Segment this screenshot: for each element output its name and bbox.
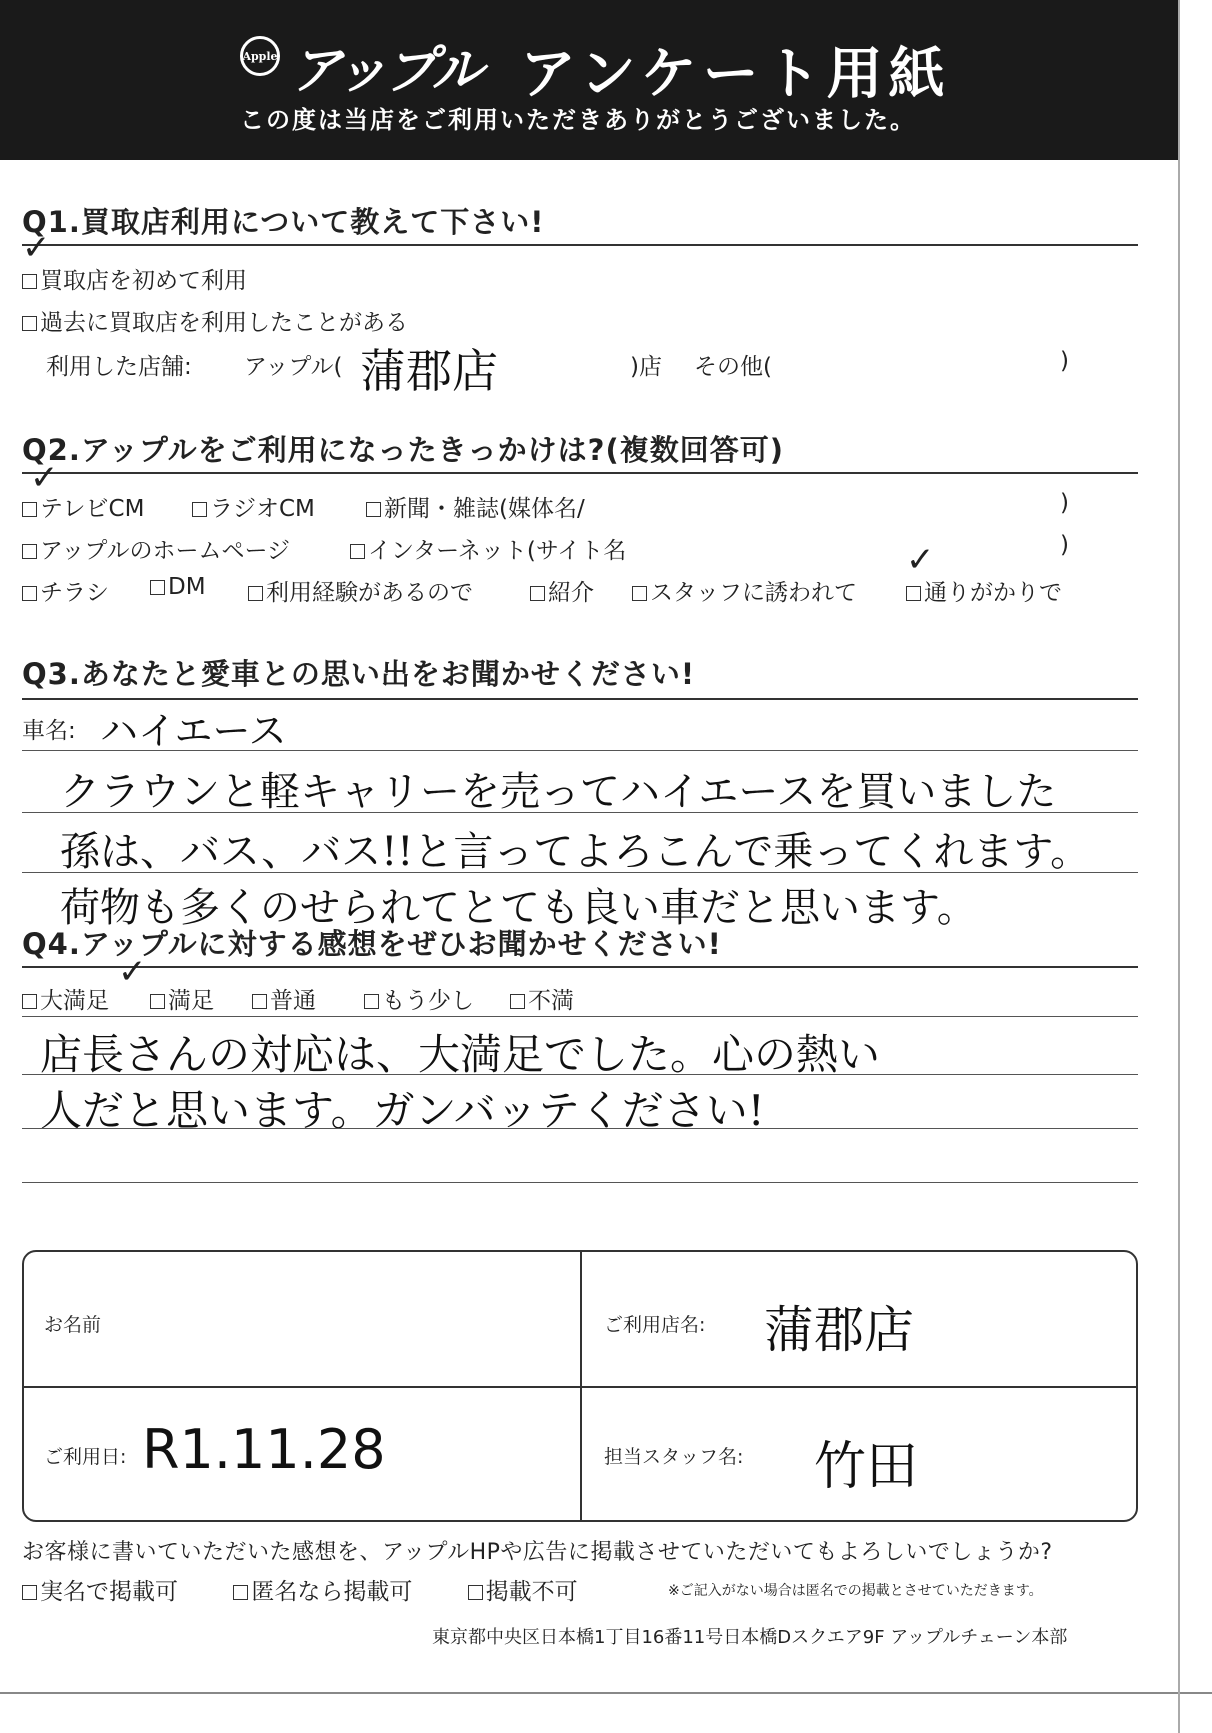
option-label: もう少し (382, 988, 474, 1014)
q2-option-homepage[interactable] (22, 532, 290, 565)
option-label: テレビCM (40, 496, 145, 522)
q2-option-radio[interactable] (192, 490, 315, 523)
checkbox-icon[interactable] (22, 274, 37, 289)
checkbox-icon[interactable] (22, 994, 37, 1009)
option-label: 不満 (528, 988, 574, 1014)
permission-option-real-name[interactable] (22, 1579, 178, 1605)
checkbox-icon[interactable] (248, 586, 263, 601)
option-label: 過去に買取店を利用したことがある (40, 310, 408, 336)
permission-question: お客様に書いていただいた感想を、アップルHPや広告に掲載させていただいてもよろしいでしょうか? (22, 1540, 1053, 1565)
q1-other-label: その他( (694, 354, 772, 380)
q2-option-referral[interactable] (530, 574, 594, 607)
handwritten-answer-line[interactable]: 人だと思います。ガンバッテください! (40, 1086, 765, 1135)
q3-car-label: 車名: (22, 718, 76, 744)
checkbox-icon[interactable] (150, 580, 165, 595)
handwritten-store-value[interactable]: 蒲郡店 (764, 1301, 914, 1359)
page-edge-right (1178, 0, 1180, 1733)
q1-apple-label: アップル( (244, 354, 343, 380)
q3-line-3 (22, 872, 1138, 873)
q2-option-internet[interactable] (350, 532, 626, 565)
handwritten-date-value[interactable]: R1.11.28 (142, 1418, 386, 1481)
q2-option-flyer[interactable] (22, 574, 109, 607)
customer-info-box (22, 1250, 1138, 1522)
checkmark-icon: ✓ (22, 228, 51, 268)
q1-option-first[interactable] (22, 262, 247, 295)
checkbox-icon[interactable] (150, 994, 165, 1009)
checkmark-icon: ✓ (118, 952, 147, 992)
q2-option-newspaper[interactable] (366, 490, 585, 523)
box-divider-horizontal (24, 1386, 1136, 1388)
usage-date-label: ご利用日: (44, 1446, 127, 1468)
q2-option-tv[interactable] (22, 490, 144, 523)
option-label: ラジオCM (210, 496, 315, 522)
option-label: 満足 (168, 988, 214, 1014)
checkbox-icon[interactable] (632, 586, 647, 601)
checkbox-icon[interactable] (906, 586, 921, 601)
company-address: 東京都中央区日本橋1丁目16番11号日本橋Dスクエア9F アップルチェーン本部 (432, 1627, 1068, 1648)
q2-row1-close: ) (1060, 490, 1069, 516)
checkbox-icon[interactable] (364, 994, 379, 1009)
q3-question: Q3.あなたと愛車との思い出をお聞かせください! (22, 657, 696, 691)
store-name-label: ご利用店名: (604, 1314, 706, 1336)
checkbox-icon[interactable] (22, 316, 37, 331)
option-label: アップルのホームページ (40, 538, 291, 564)
checkbox-icon[interactable] (233, 1585, 248, 1600)
option-label: 掲載不可 (485, 1579, 578, 1605)
handwritten-car-name[interactable]: ハイエース (100, 709, 287, 753)
q2-question: Q2.アップルをご利用になったきっかけは?(複数回答可) (22, 433, 784, 467)
q1-store-label: 利用した店舗: (46, 354, 192, 380)
checkbox-icon[interactable] (22, 502, 37, 517)
q4-option-satisfied[interactable] (150, 982, 214, 1015)
checkmark-icon: ✓ (906, 540, 935, 580)
q2-row2-close: ) (1060, 532, 1069, 558)
q2-option-dm[interactable] (150, 574, 206, 600)
page-title: アンケート用紙 (520, 42, 951, 107)
checkbox-icon[interactable] (366, 502, 381, 517)
checkbox-icon[interactable] (252, 994, 267, 1009)
q2-rule (22, 472, 1138, 474)
checkbox-icon[interactable] (510, 994, 525, 1009)
checkmark-icon: ✓ (30, 458, 59, 498)
option-label: 匿名なら掲載可 (251, 1579, 413, 1605)
checkbox-icon[interactable] (192, 502, 207, 517)
handwritten-answer-line[interactable]: 店長さんの対応は、大満足でした。心の熱い (40, 1030, 881, 1079)
permission-options (22, 1573, 578, 1606)
checkbox-icon[interactable] (22, 586, 37, 601)
handwritten-answer-line[interactable]: 孫は、バス、バス!!と言ってよろこんで乗ってくれます。 (60, 829, 1091, 875)
name-label: お名前 (44, 1314, 102, 1336)
q1-question: Q1.買取店利用について教えて下さい! (22, 205, 545, 239)
page-edge (0, 1692, 1212, 1694)
option-label: 利用経験があるので (266, 580, 473, 606)
option-label: インターネット(サイト名 (368, 538, 627, 564)
logo-text: アップル (290, 40, 481, 101)
checkbox-icon[interactable] (468, 1585, 483, 1600)
handwritten-store-name[interactable]: 蒲郡店 (360, 344, 498, 398)
apple-logo-icon: Apple (240, 36, 280, 76)
option-label: 実名で掲載可 (40, 1579, 178, 1605)
option-label: 紹介 (548, 580, 594, 606)
checkbox-icon[interactable] (22, 544, 37, 559)
q3-line-1 (22, 750, 1138, 751)
handwritten-answer-line[interactable]: 荷物も多くのせられてとても良い車だと思います。 (60, 885, 977, 931)
handwritten-staff-value[interactable]: 竹田 (814, 1437, 919, 1497)
q4-line-3 (22, 1128, 1138, 1129)
q4-option-normal[interactable] (252, 982, 316, 1015)
q4-question: Q4.アップルに対する感想をぜひお聞かせください! (22, 927, 722, 961)
handwritten-answer-line[interactable]: クラウンと軽キャリーを売ってハイエースを買いました (60, 769, 1057, 815)
q4-rule (22, 966, 1138, 968)
permission-option-anonymous[interactable] (233, 1579, 412, 1605)
checkbox-icon[interactable] (22, 1585, 37, 1600)
q4-option-dissatisfied[interactable] (510, 982, 574, 1015)
checkbox-icon[interactable] (530, 586, 545, 601)
q2-option-experience[interactable] (248, 574, 473, 607)
option-label: 大満足 (40, 988, 109, 1014)
option-label: チラシ (40, 580, 109, 606)
q1-store-suffix: )店 (630, 354, 662, 380)
q3-line-2 (22, 812, 1138, 813)
header-banner (0, 0, 1178, 160)
q4-line-2 (22, 1074, 1138, 1075)
q1-option-past[interactable] (22, 304, 408, 337)
q4-option-very-satisfied[interactable] (22, 982, 109, 1015)
permission-note: ※ご記入がない場合は匿名での掲載とさせていただきます。 (668, 1583, 1043, 1599)
q2-option-passing[interactable] (906, 574, 1062, 607)
permission-option-no[interactable] (468, 1579, 578, 1605)
option-label: 新聞・雑誌(媒体名/ (384, 496, 585, 522)
q4-line-1 (22, 1016, 1138, 1017)
option-label: スタッフに誘われて (650, 580, 857, 606)
option-label: 通りがかりで (924, 580, 1062, 606)
q1-rule (22, 244, 1138, 246)
q4-line-4 (22, 1182, 1138, 1183)
staff-name-label: 担当スタッフ名: (604, 1446, 744, 1468)
q4-option-not-quite[interactable] (364, 982, 474, 1015)
q1-other-close: ) (1060, 348, 1069, 374)
checkbox-icon[interactable] (350, 544, 365, 559)
option-label: 普通 (270, 988, 316, 1014)
option-label: DM (168, 574, 206, 600)
page-subtitle: この度は当店をご利用いただきありがとうございました。 (240, 106, 916, 134)
option-label: 買取店を初めて利用 (40, 268, 247, 294)
q2-option-staff[interactable] (632, 574, 857, 607)
